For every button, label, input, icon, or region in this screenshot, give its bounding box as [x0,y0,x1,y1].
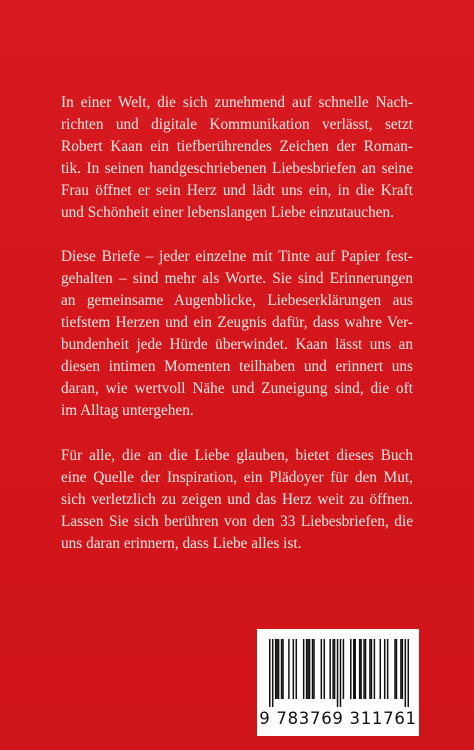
barcode-bar [269,639,271,707]
blurb-line: Lassen Sie sich berühren von den 33 Liebesbriefen, die [61,513,413,530]
barcode-bar [334,639,336,699]
blurb-line: uns daran erinnern, dass Liebe alles ist. [61,535,302,552]
barcode-bar [350,639,352,699]
isbn-number: 9 783769 311761 [259,709,417,728]
barcode-bar [394,639,396,699]
barcode-bar [384,639,386,699]
barcode-bar [343,639,345,699]
blurb-line: tik. In seinen handgeschriebenen Liebesbriefen an seine [61,160,413,177]
barcode-bar [365,639,367,699]
barcode-bar [408,639,409,707]
barcode-bar [380,639,382,699]
blurb-line: sich verletzlich zu zeigen und das Herz weit zu öffnen. [61,491,413,508]
barcode-bar [369,639,371,699]
barcode-bar [278,639,280,699]
barcode-bar [296,639,298,699]
barcode-bar [402,639,404,699]
barcode-bar [307,639,309,699]
barcode-bar [329,639,331,699]
barcode-bar [337,639,339,707]
barcode-bar [324,639,326,699]
barcode-bar [309,639,311,699]
barcode-bar [312,639,314,699]
blurb-line: tiefstem Herzen und ein Zeugnis dafür, dass wahre Ver- [61,314,413,331]
barcode-bar [353,639,355,699]
barcode-bar [371,639,373,699]
blurb-line: eine Quelle der Inspiration, ein Plädoyer für den Mut, [61,469,413,486]
blurb-line: Robert Kaan ein tiefberührendes Zeichen der Roman- [61,138,413,155]
barcode-bar [400,639,402,699]
barcode-bar [387,639,389,699]
blurb-line: im Alltag untergehen. [61,402,194,419]
blurb-line: an gemeinsame Augenblicke, Liebeserklärungen aus [61,292,413,309]
barcode-bar [293,639,295,699]
barcode-bar [276,639,278,699]
blurb-paragraph-3 [61,445,413,555]
blurb-line: diesen intimen Momenten teilhaben und erinnert uns [61,358,413,375]
barcode-bar [306,639,308,699]
barcode-bar [363,639,365,699]
barcode-bar [272,639,274,707]
blurb-paragraph-2 [61,246,413,422]
blurb-line: Für alle, die an die Liebe glauben, bietet dieses Buch [61,447,413,464]
blurb-paragraph-1 [61,92,413,224]
blurb-line: Frau öffnet er sein Herz und lädt uns ein, in die Kraft [61,182,413,199]
isbn-barcode [257,629,419,736]
blurb-line: und Schönheit einer lebenslangen Liebe einzutauchen. [61,204,395,221]
barcode-bars [269,639,409,707]
barcode-bar [396,639,398,699]
barcode-bar [321,639,323,699]
blurb-line: richten und digitale Kommunikation verlässt, setzt [61,116,413,133]
barcode-bar [332,639,334,699]
barcode-bar [281,639,283,699]
barcode-bar [288,639,290,699]
barcode-bar [275,639,277,699]
barcode-bar [360,639,362,699]
barcode-bar [374,639,376,699]
barcode-bar [405,639,407,707]
blurb-line: daran, wie wertvoll Nähe und Zuneigung sind, die oft [61,380,413,397]
barcode-bar [282,639,284,699]
blurb-line: Diese Briefe – jeder einzelne mit Tinte auf Papier fest- [61,248,413,265]
barcode-bar [359,639,361,699]
barcode-bar [340,639,342,707]
blurb-line: In einer Welt, die sich zunehmend auf schnelle Nach- [61,94,413,111]
barcode-bar [313,639,315,699]
barcode-bar [303,639,305,699]
blurb-line: gehalten – sind mehr als Worte. Sie sind Erinnerungen [61,270,413,287]
barcode-bar [354,639,356,699]
blurb-line: bundenheit jede Hürde überwindet. Kaan lässt uns an [61,336,413,353]
